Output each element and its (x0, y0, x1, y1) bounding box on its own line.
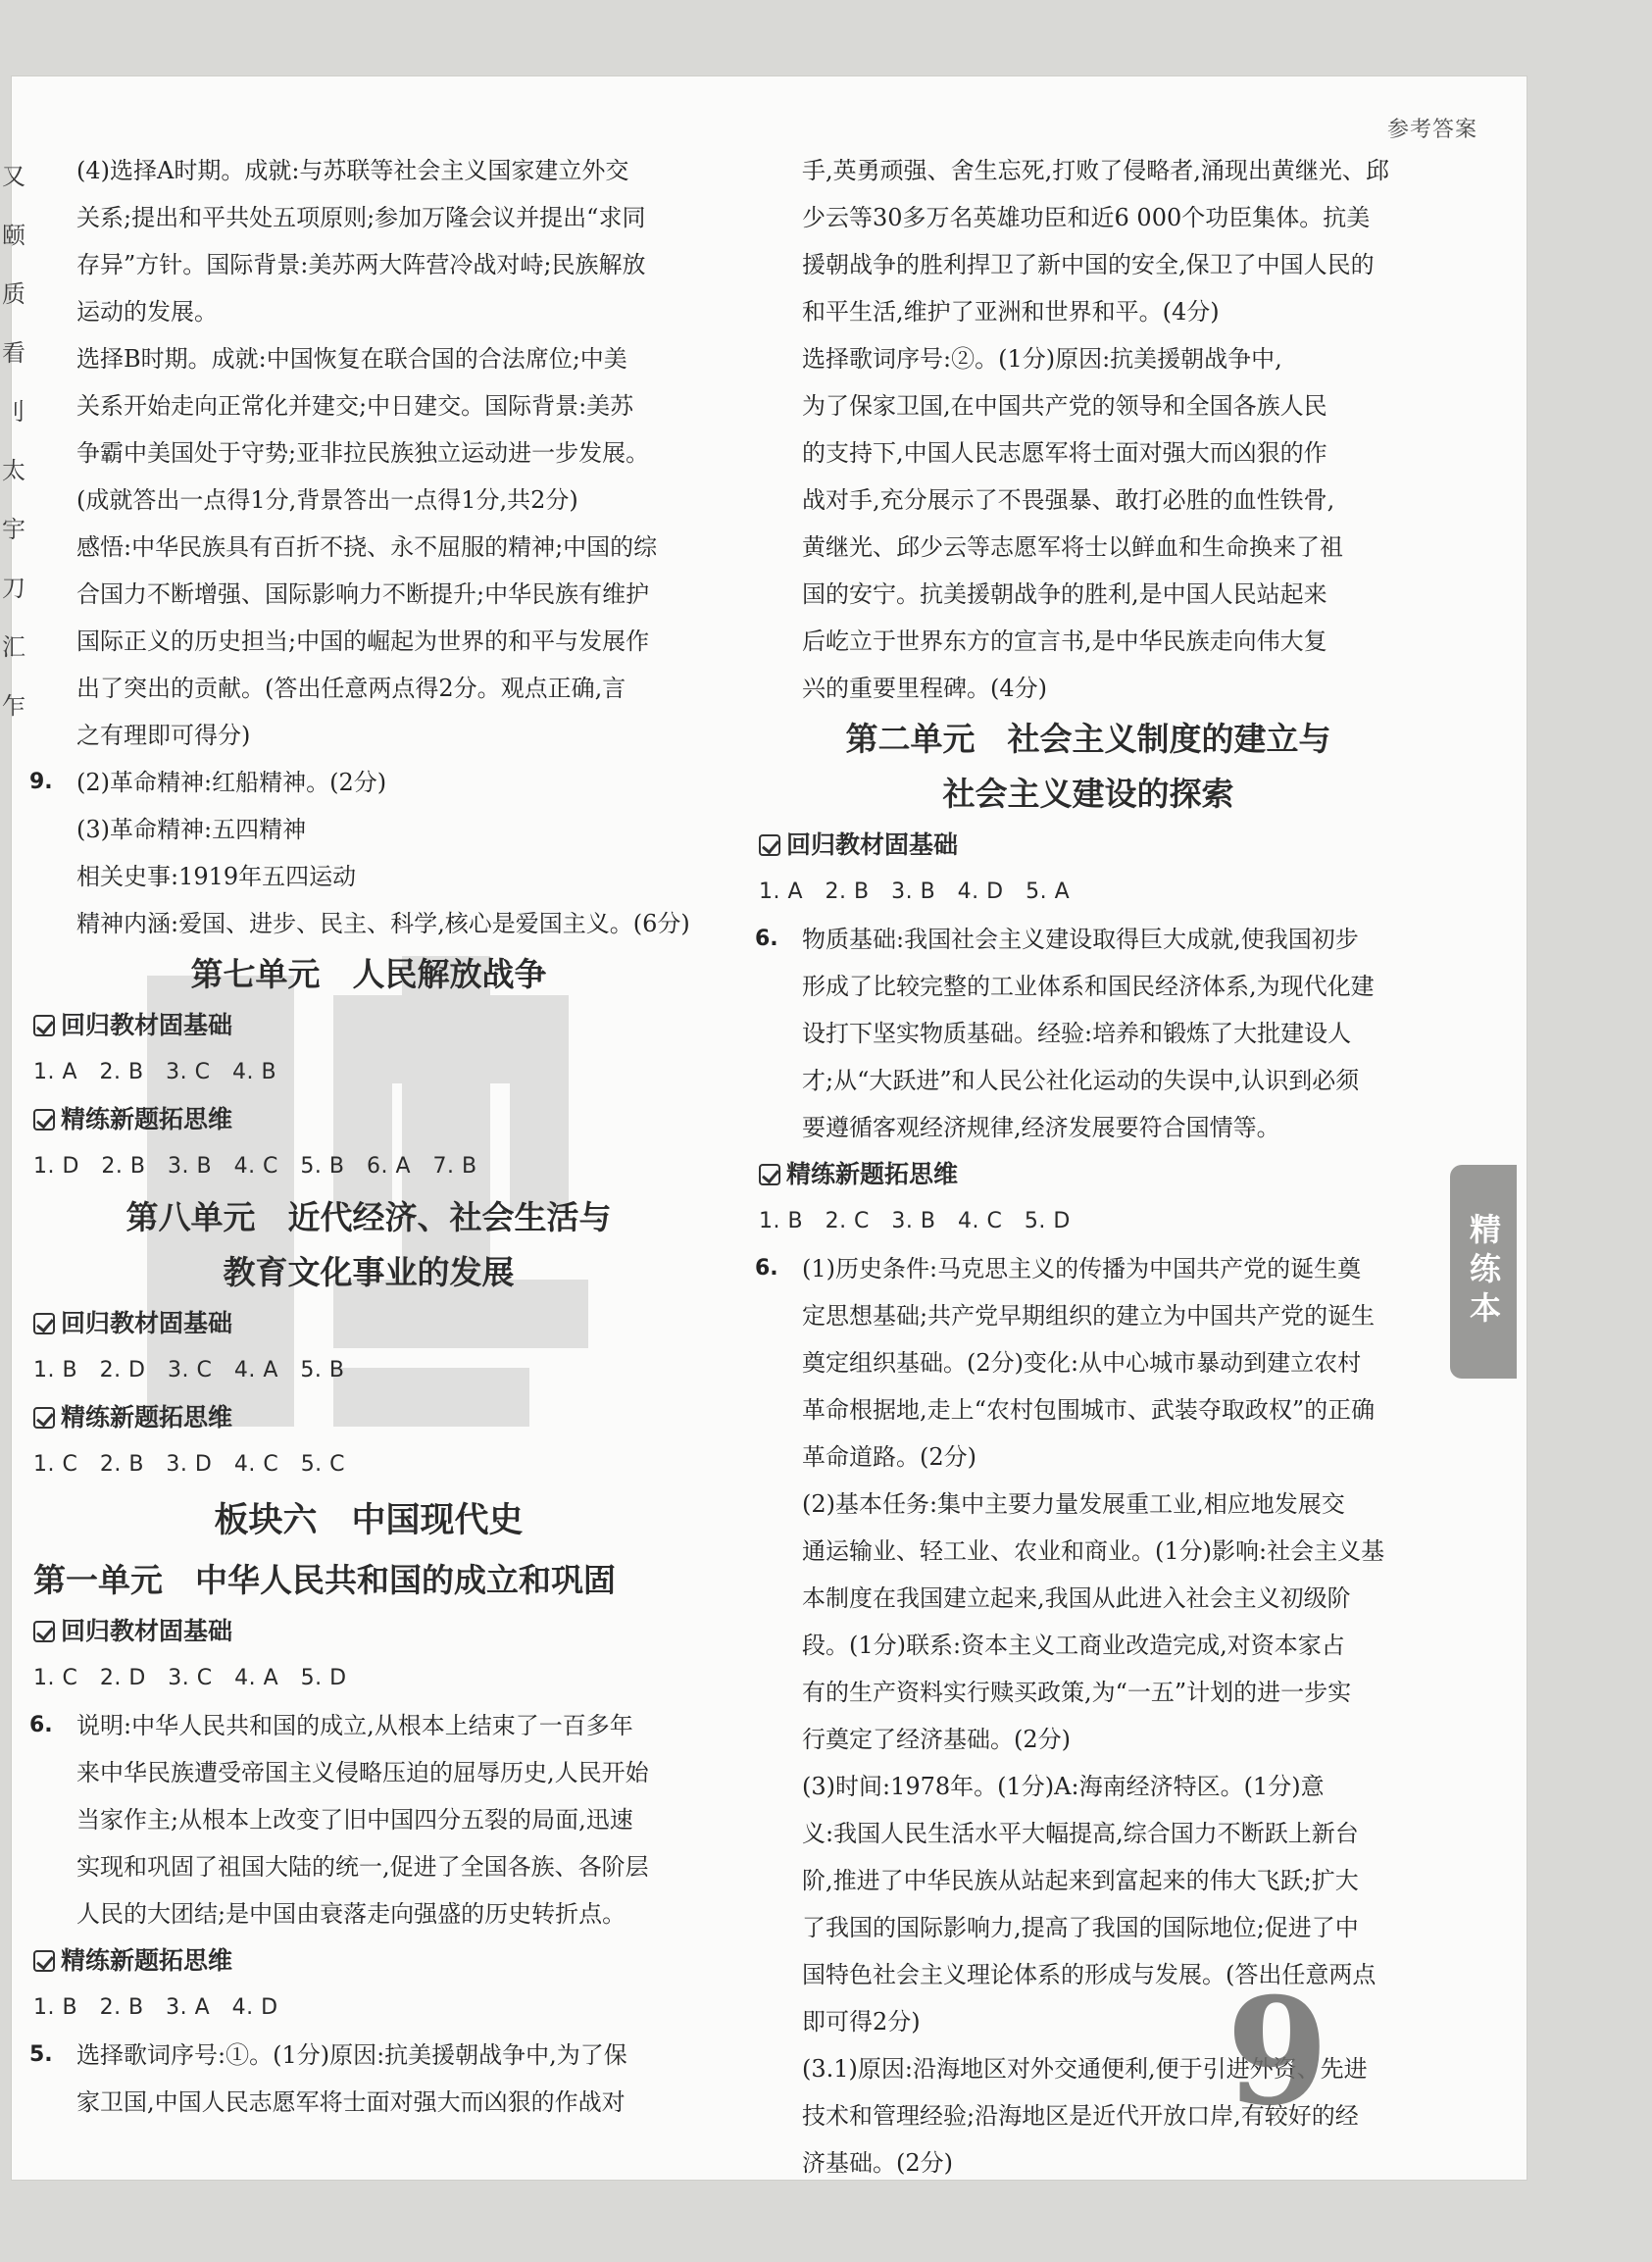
unit2-heading-cont: 社会主义建设的探索 (942, 775, 1234, 813)
text-line: 阶,推进了中华民族从站起来到富起来的伟大飞跃;扩大 (802, 1867, 1359, 1894)
section-title: 回归教材固基础 (61, 1309, 233, 1337)
unit8-section-basics (20, 1300, 718, 1347)
question-6 (20, 1702, 718, 1749)
text-line: 人民的大团结;是中国由衰落走向强盛的历史转折点。 (76, 1900, 626, 1928)
section-title: 回归教材固基础 (786, 830, 959, 859)
unit7-section-practice (20, 1096, 718, 1143)
text-line: 感悟:中华民族具有百折不挠、永不屈服的精神;中国的综 (76, 533, 658, 561)
check-icon (33, 1407, 55, 1429)
text-line: 来中华民族遭受帝国主义侵略压迫的屈辱历史,人民开始 (76, 1759, 649, 1786)
text-line: 要遵循客观经济规律,经济发展要符合国情等。 (802, 1114, 1280, 1141)
section-title: 精练新题拓思维 (61, 1403, 233, 1432)
text-line: 合国力不断增强、国际影响力不断提升;中华民族有维护 (76, 580, 650, 608)
text-line: 实现和巩固了祖国大陆的统一,促进了全国各族、各阶层 (76, 1853, 649, 1881)
text-line: 兴的重要里程碑。(4分) (802, 675, 1047, 702)
text-line: 物质基础:我国社会主义建设取得巨大成就,使我国初步 (802, 926, 1359, 953)
text-line: 行奠定了经济基础。(2分) (802, 1726, 1071, 1753)
block6-heading: 板块六 中国现代史 (214, 1501, 524, 1540)
text-line: 国的安宁。抗美援朝战争的胜利,是中国人民站起来 (802, 580, 1327, 608)
question-number: 5. (29, 2042, 53, 2067)
text-line: 之有理即可得分) (76, 722, 251, 749)
unit2-section-basics (745, 822, 1431, 869)
text-line: 本制度在我国建立起来,我国从此进入社会主义初级阶 (802, 1584, 1351, 1612)
text-line: (3)时间:1978年。(1分)A:海南经济特区。(1分)意 (802, 1773, 1325, 1800)
question-number: 6. (755, 927, 778, 951)
text-line: 设打下坚实物质基础。经验:培养和锻炼了大批建设人 (802, 1020, 1352, 1047)
text-line: 才;从“大跃进”和人民公社化运动的失误中,认识到必须 (802, 1067, 1360, 1094)
mcq-answers: 1. B 2. C 3. B 4. C 5. D (759, 1209, 1071, 1233)
mcq-answers: 1. B 2. B 3. A 4. D (33, 1995, 278, 2020)
text-line: 家卫国,中国人民志愿军将士面对强大而凶狠的作战对 (76, 2088, 626, 2116)
unit8-section-practice (20, 1394, 718, 1441)
unit7-section-basics (20, 1002, 718, 1049)
text-line: 关系开始走向正常化并建交;中日建交。国际背景:美苏 (76, 392, 634, 420)
text-line: 的支持下,中国人民志愿军将士面对强大而凶狠的作 (802, 439, 1327, 467)
text-line: 有的生产资料实行赎买政策,为“一五”计划的进一步实 (802, 1679, 1352, 1706)
unit1-heading: 第一单元 中华人民共和国的成立和巩固 (33, 1561, 616, 1599)
question-9 (20, 759, 718, 806)
section-title: 精练新题拓思维 (61, 1105, 233, 1133)
side-tab-label: 精练本 (1450, 1165, 1517, 1379)
mcq-answers: 1. C 2. D 3. C 4. A 5. D (33, 1666, 347, 1690)
text-line: 黄继光、邱少云等志愿军将士以鲜血和生命换来了祖 (802, 533, 1343, 561)
unit1-section-practice (20, 1937, 718, 1985)
unit1-section-basics (20, 1608, 718, 1655)
check-icon (33, 1015, 55, 1036)
text-line: 选择歌词序号:①。(1分)原因:抗美援朝战争中,为了保 (76, 2041, 627, 2069)
text-line: 说明:中华人民共和国的成立,从根本上结束了一百多年 (76, 1712, 633, 1739)
text-line: 后屹立于世界东方的宣言书,是中华民族走向伟大复 (802, 628, 1327, 655)
left-edge-cropped-text: 又颐质看刂太宇刀汇乍 (2, 163, 25, 720)
text-line: 关系;提出和平共处五项原则;参加万隆会议并提出“求同 (76, 204, 646, 231)
right-column (745, 147, 1431, 2187)
question-number: 6. (755, 1256, 778, 1281)
text-line: 国际正义的历史担当;中国的崛起为世界的和平与发展作 (76, 628, 650, 655)
section-title: 回归教材固基础 (61, 1011, 233, 1039)
unit8-heading-cont: 教育文化事业的发展 (223, 1253, 515, 1291)
mcq-answers: 1. D 2. B 3. B 4. C 5. B 6. A 7. B (33, 1154, 477, 1179)
check-icon (759, 1164, 780, 1185)
text-line: 即可得2分) (802, 2008, 921, 2036)
text-line: 精神内涵:爱国、进步、民主、科学,核心是爱国主义。(6分) (76, 910, 690, 937)
text-line: 通运输业、轻工业、农业和商业。(1分)影响:社会主义基 (802, 1537, 1385, 1565)
text-line: 了我国的国际影响力,提高了我国的国际地位;促进了中 (802, 1914, 1359, 1941)
text-line: 相关史事:1919年五四运动 (76, 863, 357, 890)
text-line: 义:我国人民生活水平大幅提高,综合国力不断跃上新台 (802, 1820, 1359, 1847)
check-icon (33, 1621, 55, 1642)
check-icon (33, 1109, 55, 1131)
text-line: 选择歌词序号:②。(1分)原因:抗美援朝战争中, (802, 345, 1282, 373)
text-line: 为了保家卫国,在中国共产党的领导和全国各族人民 (802, 392, 1327, 420)
text-line: 国特色社会主义理论体系的形成与发展。(答出任意两点 (802, 1961, 1377, 1988)
text-line: 奠定组织基础。(2分)变化:从中心城市暴动到建立农村 (802, 1349, 1362, 1377)
check-icon (759, 834, 780, 856)
question-6-practice (745, 1245, 1431, 1292)
mcq-answers: 1. C 2. B 3. D 4. C 5. C (33, 1452, 346, 1477)
page-number: 9 (1226, 1966, 1329, 2138)
question-6 (745, 916, 1431, 963)
text-line: 援朝战争的胜利捍卫了新中国的安全,保卫了中国人民的 (802, 251, 1375, 278)
unit8-heading: 第八单元 近代经济、社会生活与 (125, 1198, 612, 1236)
mcq-answers: 1. A 2. B 3. C 4. B (33, 1060, 277, 1084)
unit7-heading: 第七单元 人民解放战争 (190, 955, 547, 993)
text-line: 技术和管理经验;沿海地区是近代开放口岸,有较好的经 (802, 2102, 1359, 2130)
text-line: (成就答出一点得1分,背景答出一点得1分,共2分) (76, 486, 578, 514)
text-line: (3)革命精神:五四精神 (76, 816, 307, 843)
text-line: 和平生活,维护了亚洲和世界和平。(4分) (802, 298, 1220, 326)
text-line: 战对手,充分展示了不畏强暴、敢打必胜的血性铁骨, (802, 486, 1335, 514)
text-line: (1)历史条件:马克思主义的传播为中国共产党的诞生奠 (802, 1255, 1362, 1282)
text-line: (2)革命精神:红船精神。(2分) (76, 769, 387, 796)
text-line: (2)基本任务:集中主要力量发展重工业,相应地发展交 (802, 1490, 1345, 1518)
text-line: 革命道路。(2分) (802, 1443, 976, 1471)
text-line: 手,英勇顽强、舍生忘死,打败了侵略者,涌现出黄继光、邱 (802, 157, 1389, 184)
question-number: 6. (29, 1713, 53, 1737)
header-section-label: 参考答案 (1386, 118, 1477, 142)
text-line: 形成了比较完整的工业体系和国民经济体系,为现代化建 (802, 973, 1375, 1000)
left-column (20, 147, 718, 2126)
text-line: 定思想基础;共产党早期组织的建立为中国共产党的诞生 (802, 1302, 1376, 1330)
question-5 (20, 2032, 718, 2079)
text-line: 争霸中美国处于守势;亚非拉民族独立运动进一步发展。 (76, 439, 650, 467)
text-line: 当家作主;从根本上改变了旧中国四分五裂的局面,迅速 (76, 1806, 633, 1834)
mcq-answers: 1. B 2. D 3. C 4. A 5. B (33, 1358, 345, 1382)
section-title: 精练新题拓思维 (61, 1946, 233, 1975)
check-icon (33, 1950, 55, 1972)
text-line: 段。(1分)联系:资本主义工商业改造完成,对资本家占 (802, 1632, 1345, 1659)
text-line: 革命根据地,走上“农村包围城市、武装夺取政权”的正确 (802, 1396, 1376, 1424)
mcq-answers: 1. A 2. B 3. B 4. D 5. A (759, 880, 1071, 904)
unit2-section-practice (745, 1151, 1431, 1198)
text-line: 出了突出的贡献。(答出任意两点得2分。观点正确,言 (76, 675, 626, 702)
text-line: 济基础。(2分) (802, 2149, 953, 2177)
unit2-heading: 第二单元 社会主义制度的建立与 (845, 720, 1331, 758)
check-icon (33, 1313, 55, 1334)
question-number: 9. (29, 770, 53, 794)
section-title: 回归教材固基础 (61, 1617, 233, 1645)
text-line: (4)选择A时期。成就:与苏联等社会主义国家建立外交 (76, 157, 629, 184)
text-line: 存异”方针。国际背景:美苏两大阵营冷战对峙;民族解放 (76, 251, 646, 278)
text-line: (3.1)原因:沿海地区对外交通便利,便于引进外资、先进 (802, 2055, 1368, 2083)
text-line: 少云等30多万名英雄功臣和近6 000个功臣集体。抗美 (802, 204, 1371, 231)
text-line: 运动的发展。 (76, 298, 218, 326)
text-line: 选择B时期。成就:中国恢复在联合国的合法席位;中美 (76, 345, 627, 373)
section-title: 精练新题拓思维 (786, 1160, 959, 1188)
